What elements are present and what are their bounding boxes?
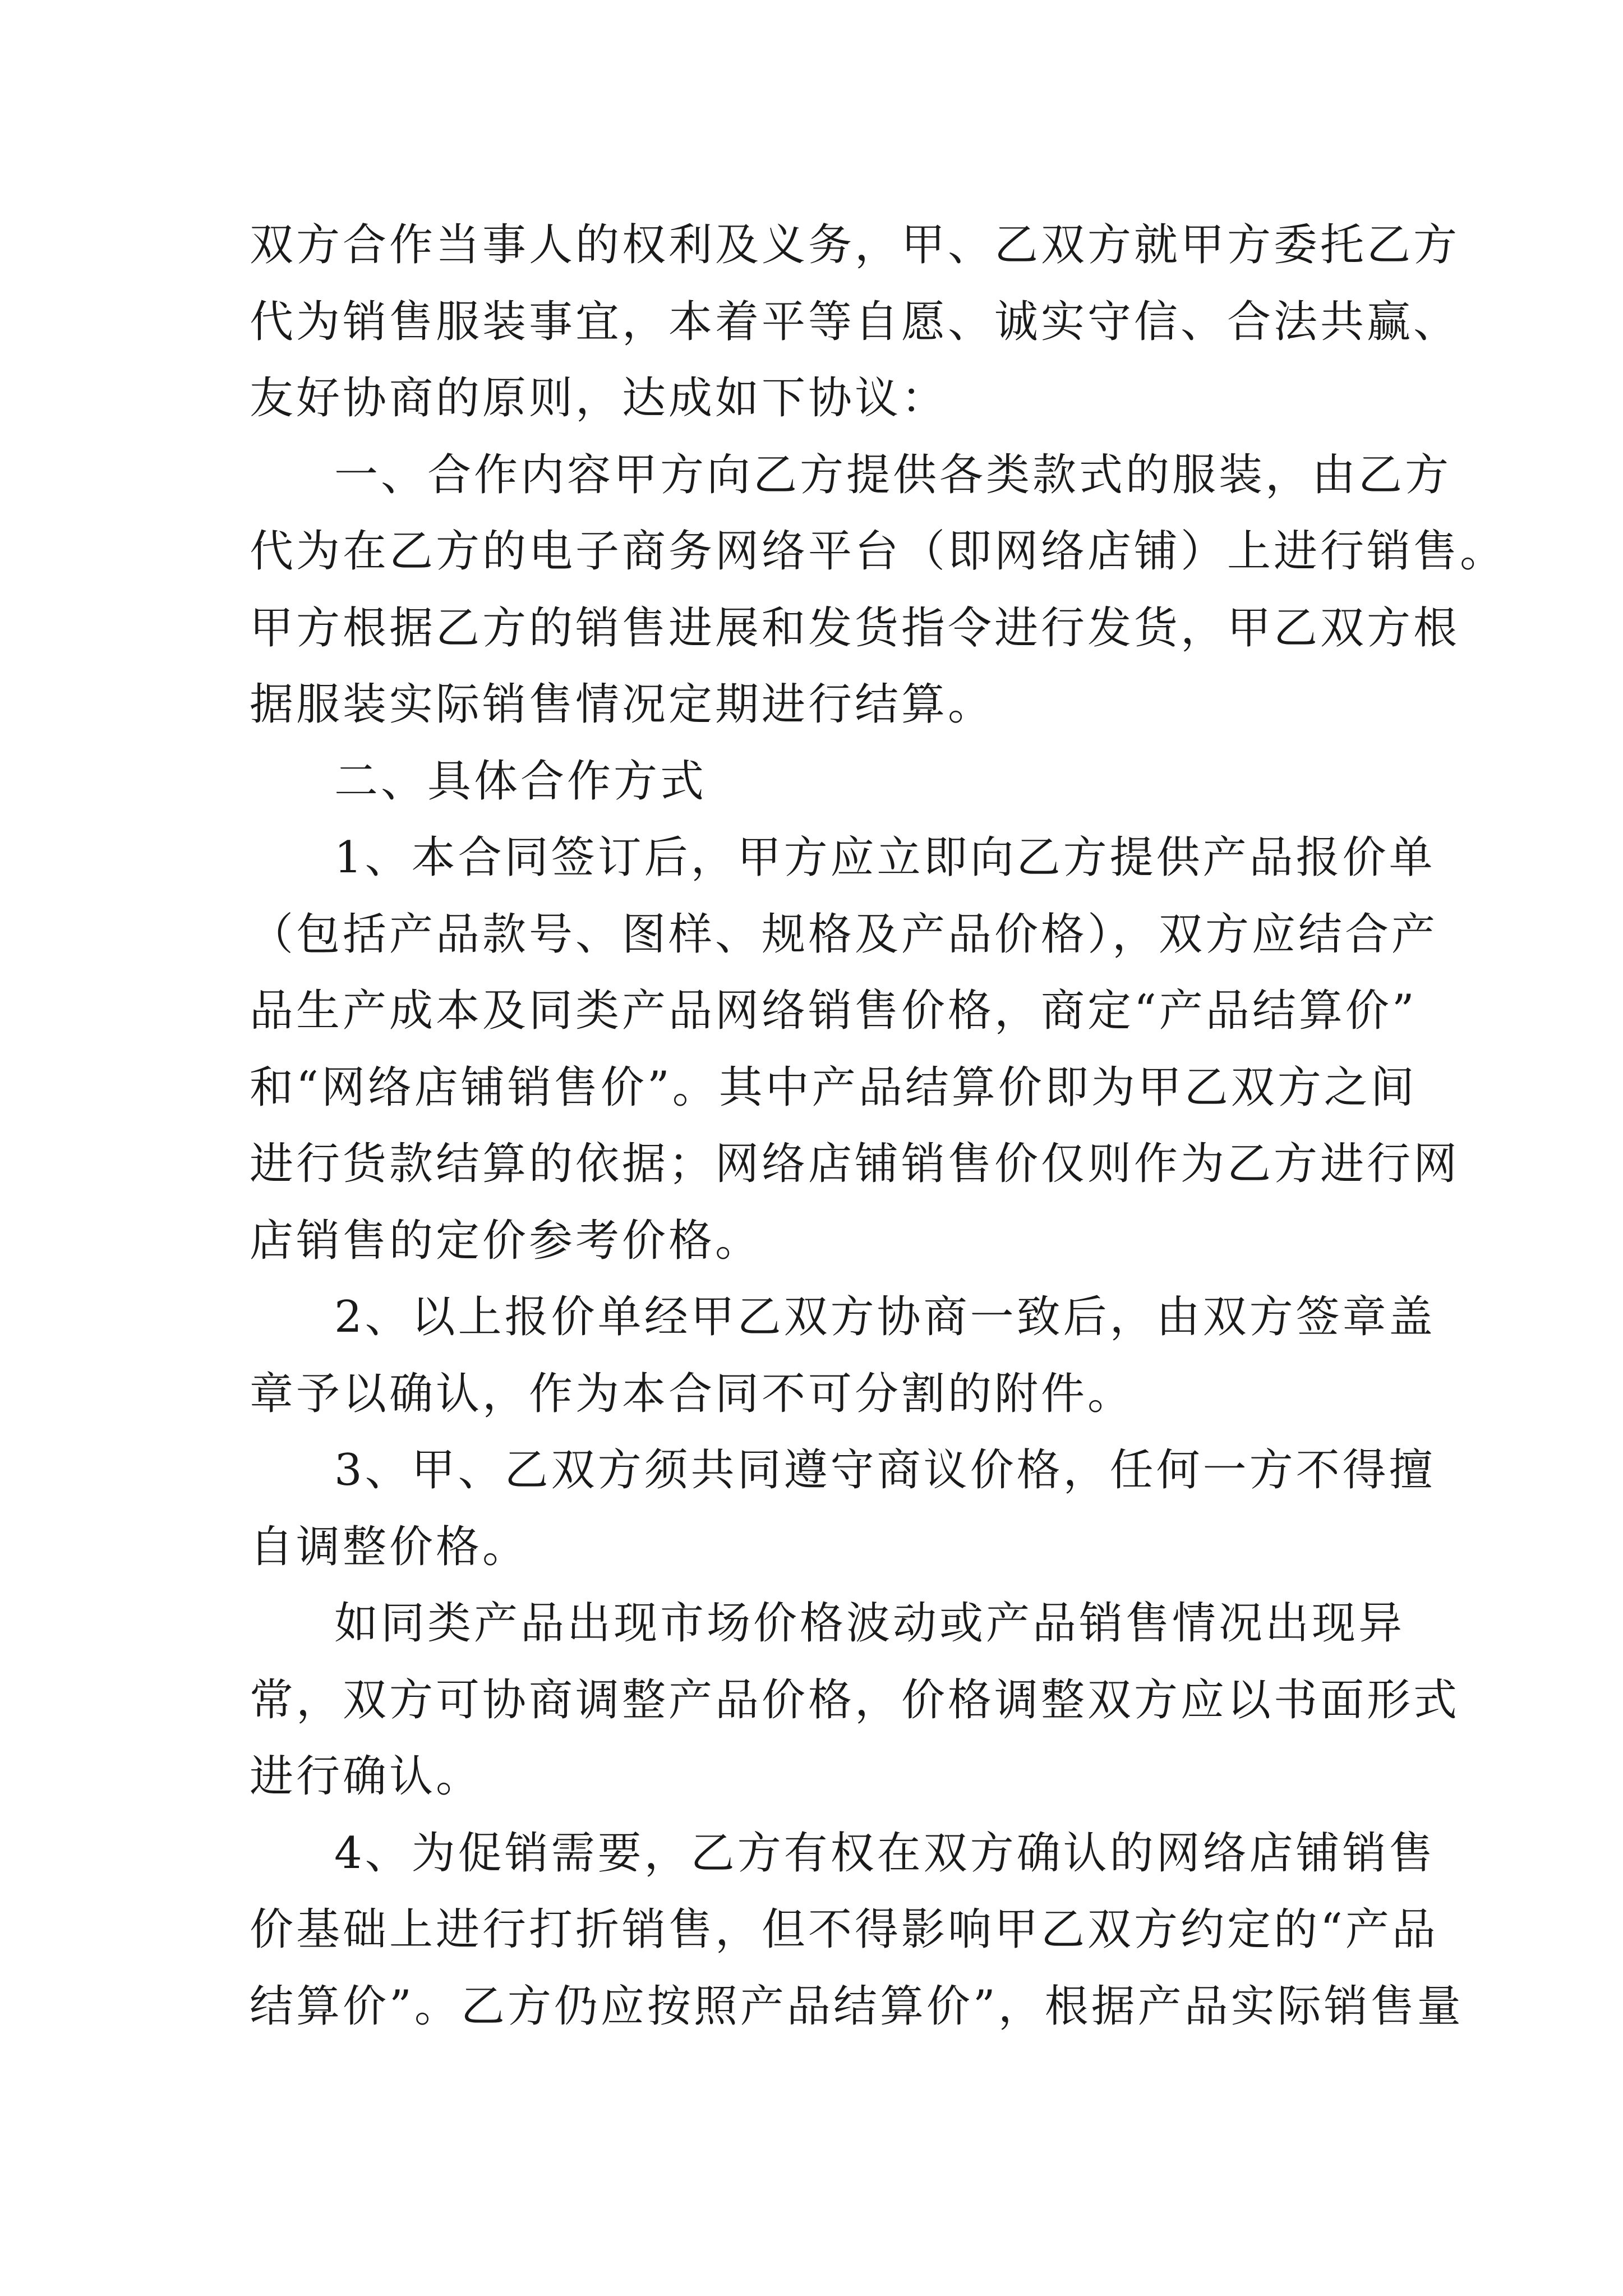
line-text: 品生产成本及同类产品网络销售价格，商定“产品结算价”: [250, 986, 1417, 1036]
line-text: 常，双方可协商调整产品价格，价格调整双方应以书面形式: [250, 1675, 1460, 1726]
line-text: 和“网络店铺销售价”。其中产品结算价即为甲乙双方之间: [250, 1062, 1417, 1113]
line-text: 双方合作当事人的权利及义务，甲、乙双方就甲方委托乙方: [250, 220, 1460, 270]
line-text: 甲方根据乙方的销售进展和发货指令进行发货，甲乙双方根: [250, 603, 1460, 654]
line-text: 代为在乙方的电子商务网络平台（即网络店铺）上进行销售。: [250, 526, 1507, 577]
line-text: 据服装实际销售情况定期进行结算。: [250, 679, 995, 730]
line-text: 结算价”。乙方仍应按照产品结算价”，根据产品实际销售量: [250, 1981, 1464, 2032]
line-text: 进行确认。: [250, 1751, 483, 1802]
line-text: 3、甲、乙双方须共同遵守商议价格，任何一方不得擅: [334, 1445, 1436, 1496]
line-text: 1、本合同签订后，甲方应立即向乙方提供产品报价单: [334, 832, 1436, 883]
line-text: 价基础上进行打折销售，但不得影响甲乙双方约定的“产品: [250, 1904, 1438, 1955]
line-text: 二、具体合作方式: [334, 756, 707, 807]
line-text: 2、以上报价单经甲乙双方协商一致后，由双方签章盖: [334, 1292, 1436, 1342]
line-text: 友好协商的原则，达成如下协议：: [250, 373, 948, 424]
text-line: [0, 1970, 1623, 2065]
line-text: 自调整价格。: [250, 1522, 529, 1572]
line-text: 章予以确认，作为本合同不可分割的附件。: [250, 1369, 1135, 1419]
line-text: 进行货款结算的依据；网络店铺销售价仅则作为乙方进行网: [250, 1139, 1460, 1189]
line-text: 4、为促销需要，乙方有权在双方确认的网络店铺销售: [334, 1828, 1436, 1879]
line-text: 代为销售服装事宜，本着平等自愿、诚实守信、合法共赢、: [250, 297, 1460, 347]
line-text: 一、合作内容甲方向乙方提供各类款式的服装，由乙方: [334, 450, 1452, 500]
line-text: 如同类产品出现市场价格波动或产品销售情况出现异: [334, 1598, 1405, 1649]
line-text: （包括产品款号、图样、规格及产品价格），双方应结合产: [250, 909, 1438, 960]
line-text: 店销售的定价参考价格。: [250, 1216, 762, 1266]
